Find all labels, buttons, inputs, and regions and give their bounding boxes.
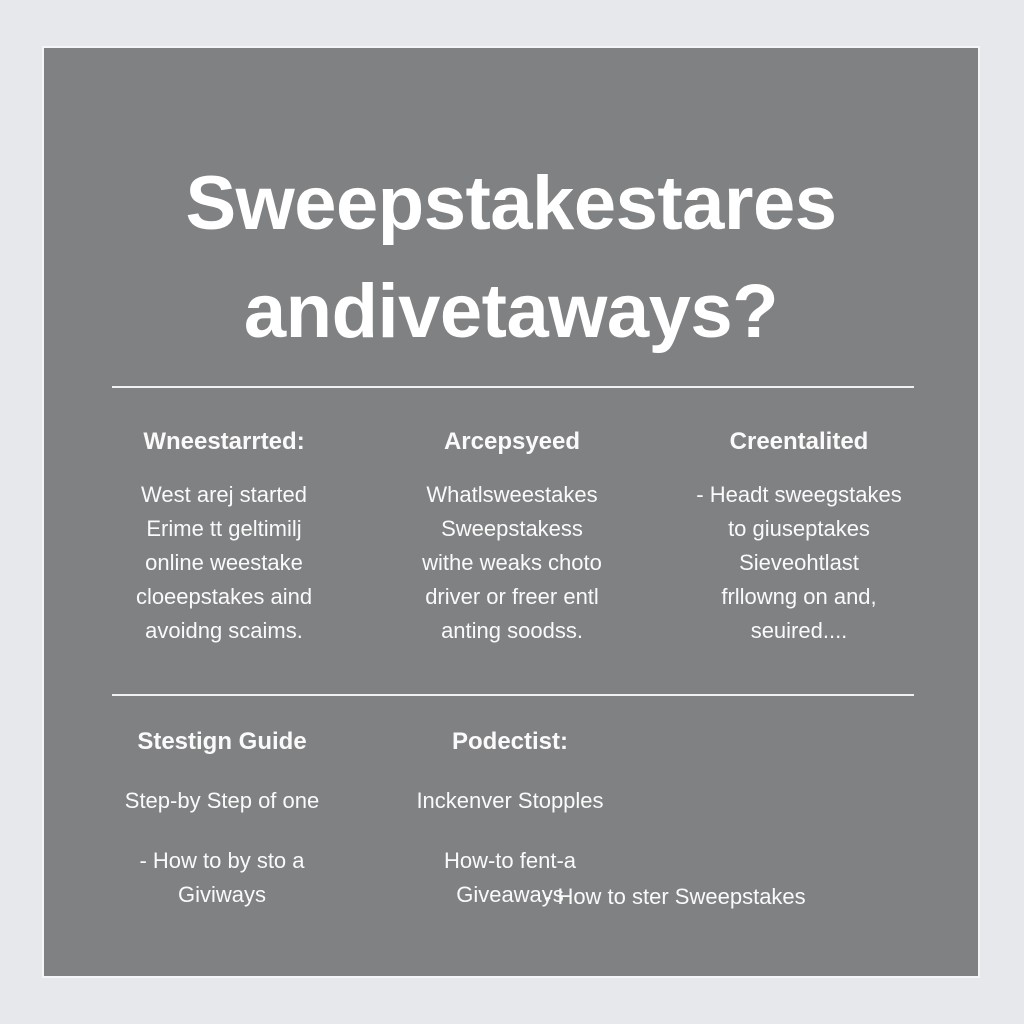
- column-heading: Stestign Guide: [137, 728, 307, 755]
- column-text-line: - How to by sto a: [139, 848, 305, 873]
- column-text-line: online weestake: [145, 550, 303, 575]
- column-text-line: - Headt sweegstakes: [696, 482, 902, 507]
- column-text-line: cloeepstakes aind: [135, 584, 313, 609]
- column-text-line: West arej started: [141, 482, 307, 507]
- column-text-line: driver or freer entl: [425, 584, 599, 609]
- column-text-line: Giveaways: [456, 882, 564, 907]
- column-text-line: Sweepstakess: [441, 516, 583, 541]
- top-column-2: [392, 428, 632, 648]
- column-heading: Podectist:: [451, 728, 568, 755]
- bottom-divider: [112, 694, 914, 696]
- top-column-3: [674, 428, 924, 648]
- title-line-1: Sweepstakestares: [185, 161, 837, 246]
- column-text-line: withe weaks choto: [422, 550, 602, 575]
- column-text-line: Inckenver Stopples: [416, 788, 604, 813]
- top-divider: [112, 386, 914, 388]
- page-title: [44, 161, 978, 382]
- top-column-1: [104, 428, 344, 648]
- column-heading: Creentalited: [729, 428, 869, 455]
- column-text-line: anting soodss.: [441, 618, 583, 643]
- column-text-line: Erime tt geltimilj: [146, 516, 302, 541]
- column-text-line: to giuseptakes: [728, 516, 870, 541]
- title-line-2: andivetaways?: [243, 269, 779, 354]
- column-text-line: Sieveohtlast: [739, 550, 859, 575]
- bottom-extra-text: - How to ster Sweepstakes: [544, 884, 806, 909]
- column-text-line: frllowng on and,: [721, 584, 877, 609]
- column-text-line: Whatlsweestakes: [426, 482, 598, 507]
- column-text-line: seuired....: [750, 618, 848, 643]
- column-heading: Wneestarrted:: [143, 428, 305, 455]
- column-heading: Arcepsyeed: [443, 428, 581, 455]
- column-text-line: avoidng scaims.: [145, 618, 303, 643]
- column-text-line: How-to fent-a: [443, 848, 577, 873]
- bottom-column-1: [102, 728, 342, 912]
- column-text-line: Giviways: [177, 882, 266, 907]
- column-text-line: Step-by Step of one: [124, 788, 320, 813]
- content-panel: [42, 46, 980, 978]
